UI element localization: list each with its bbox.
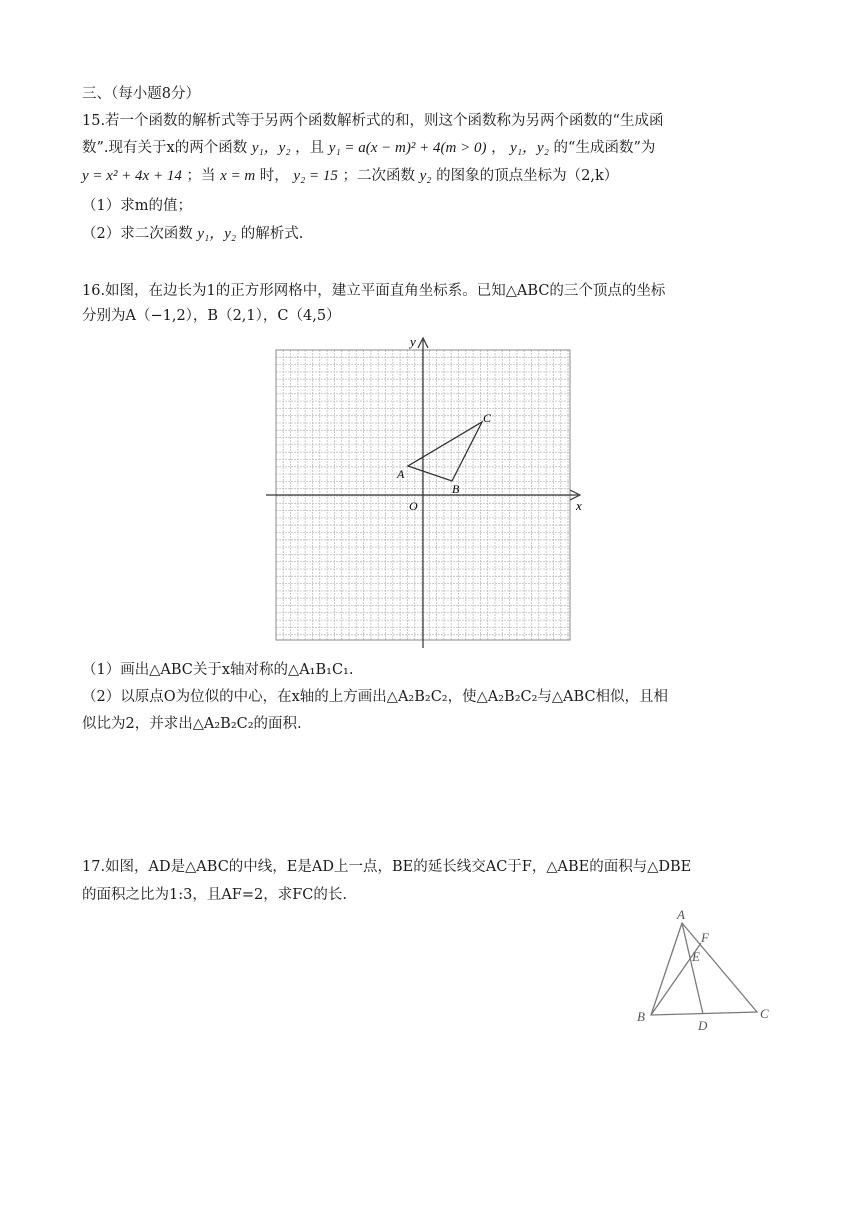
- q15-line3-eq2: x = m: [220, 168, 256, 184]
- q15-line3: [82, 166, 618, 186]
- q15-line3-eq3: y₂ = 15: [293, 168, 338, 184]
- y-axis-label: y: [410, 334, 416, 349]
- x-axis-label: x: [576, 498, 582, 513]
- q17-line2: 的面积之比为1:3，且AF=2，求FC的长.: [82, 887, 348, 903]
- origin-label: O: [409, 499, 418, 513]
- q16-line2: 分别为A（−1,2），B（2,1），C（4,5）: [82, 308, 341, 324]
- q15-line3-mid1: ；当: [186, 168, 216, 184]
- q16-coordinate-grid-figure: [262, 334, 592, 650]
- point-f-label: F: [701, 930, 709, 945]
- triangle-abc: [408, 422, 482, 481]
- q16-part1: （1）画出△ABC关于x轴对称的△A₁B₁C₁.: [82, 662, 354, 678]
- q15-part2-post: 的解析式.: [240, 226, 304, 242]
- point-e-label: E: [692, 949, 700, 964]
- vertex-a-label: A: [397, 467, 405, 481]
- q15-line3-mid3: ；二次函数: [342, 168, 416, 184]
- vertex-b-label: B: [452, 482, 460, 496]
- q15-line2-mid2: ，: [491, 140, 506, 156]
- q15-part2-funcs: y₁，y₂: [197, 226, 237, 242]
- q16-part2-line2: 似比为2，并求出△A₂B₂C₂的面积.: [82, 716, 302, 732]
- q16-part2-line1: （2）以原点O为位似的中心，在x轴的上方画出△A₂B₂C₂，使△A₂B₂C₂与△ABC相似，且相: [82, 689, 669, 705]
- q15-line3-eq4: y₂: [419, 168, 432, 184]
- q15-line3-eq1: y = x² + 4x + 14: [82, 168, 182, 184]
- q15-line2-pre: 数”.现有关于x的两个函数: [82, 140, 248, 156]
- q15-part2-pre: （2）求二次函数: [82, 226, 193, 242]
- q15-line1: 15.若一个函数的解析式等于另两个函数解析式的和，则这个函数称为另两个函数的“生成函: [82, 113, 664, 129]
- q15-line2-funcs: y₁，y₂: [251, 140, 291, 156]
- q17-triangle-figure: [634, 904, 782, 1036]
- q15-part2: [82, 224, 303, 244]
- point-b-label: B: [637, 1009, 645, 1024]
- point-c-label: C: [760, 1006, 769, 1021]
- median-ad: [682, 923, 703, 1014]
- q15-line3-mid2: 时，: [259, 168, 289, 184]
- y-axis: [418, 338, 428, 648]
- vertex-c-label: C: [483, 411, 492, 425]
- q15-line3-post: 的图象的顶点坐标为（2,k）: [436, 168, 619, 184]
- q15-line2: [82, 138, 655, 158]
- q17-line1: 17.如图，AD是△ABC的中线，E是AD上一点，BE的延长线交AC于F，△ABE的面积与△DBE: [82, 859, 692, 875]
- q16-line1: 16.如图，在边长为1的正方形网格中，建立平面直角坐标系。已知△ABC的三个顶点的坐标: [82, 283, 666, 299]
- q15-line2-post: 的“生成函数”为: [553, 140, 656, 156]
- q15-line2-eq: y₁ = a(x − m)² + 4(m > 0): [328, 140, 487, 156]
- point-d-label: D: [698, 1018, 708, 1033]
- q15-part1: （1）求m的值；: [82, 198, 192, 214]
- q15-line2-mid: ，且: [295, 140, 325, 156]
- section-heading: 三、（每小题8分）: [82, 86, 200, 102]
- q15-line2-funcs2: y₁，y₂: [510, 140, 549, 156]
- point-a-label: A: [677, 907, 685, 922]
